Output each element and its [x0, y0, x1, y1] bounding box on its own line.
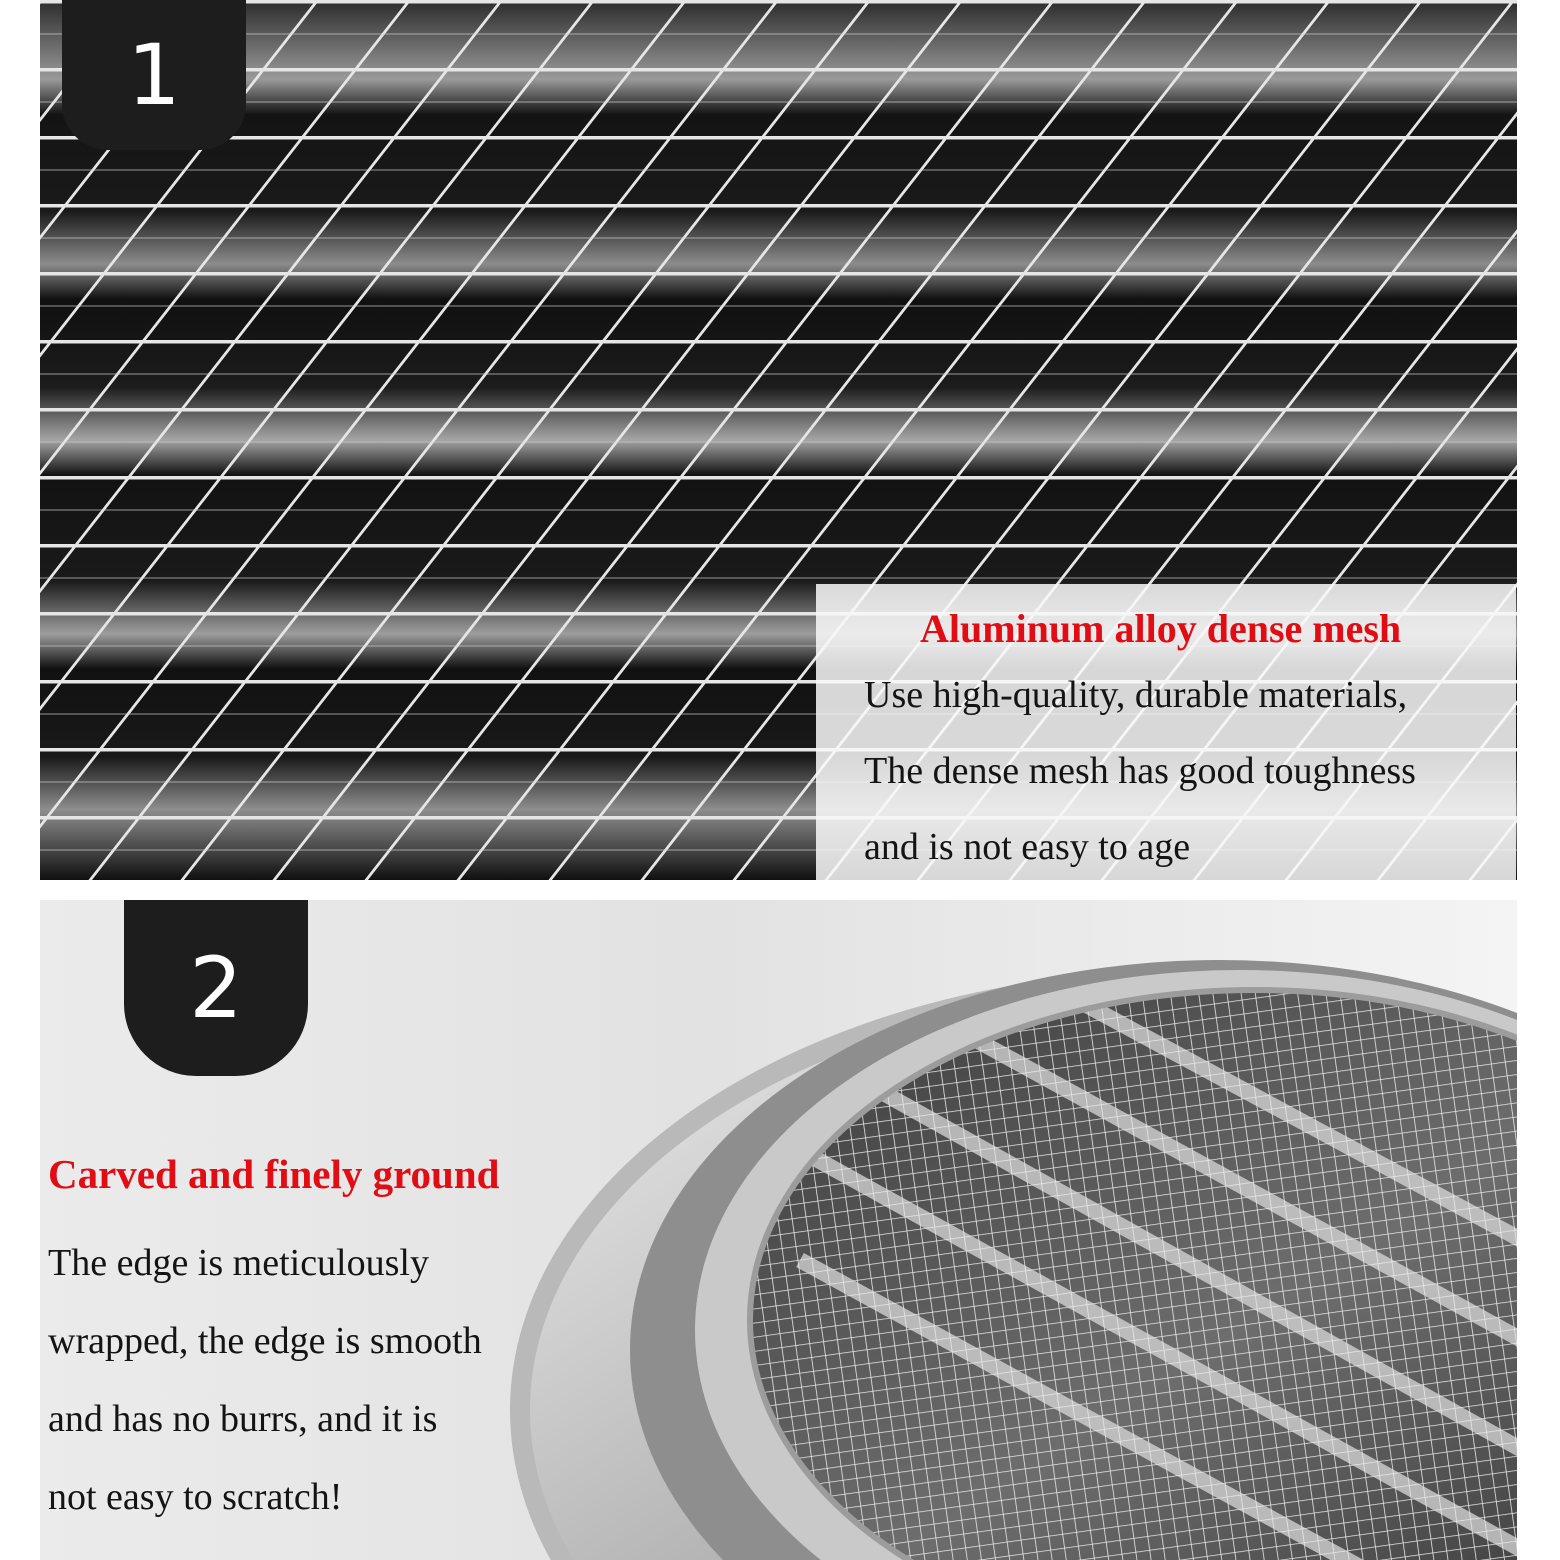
feature-description-line: and has no burrs, and it is	[48, 1398, 438, 1440]
feature-description-line: The edge is meticulously	[48, 1242, 429, 1284]
feature-description-line: Use high-quality, durable materials,	[864, 674, 1408, 716]
step-number-badge	[124, 900, 308, 1076]
feature-description-line: and is not easy to age	[864, 826, 1191, 868]
feature-description-line: not easy to scratch!	[48, 1476, 343, 1518]
step-number-badge	[62, 0, 246, 150]
step-number: 2	[189, 939, 243, 1037]
feature-heading: Carved and finely ground	[48, 1151, 500, 1197]
step-number: 1	[127, 26, 181, 124]
feature-description-line: The dense mesh has good toughness	[864, 750, 1416, 792]
feature-heading: Aluminum alloy dense mesh	[920, 606, 1402, 651]
feature-description-line: wrapped, the edge is smooth	[48, 1320, 482, 1362]
